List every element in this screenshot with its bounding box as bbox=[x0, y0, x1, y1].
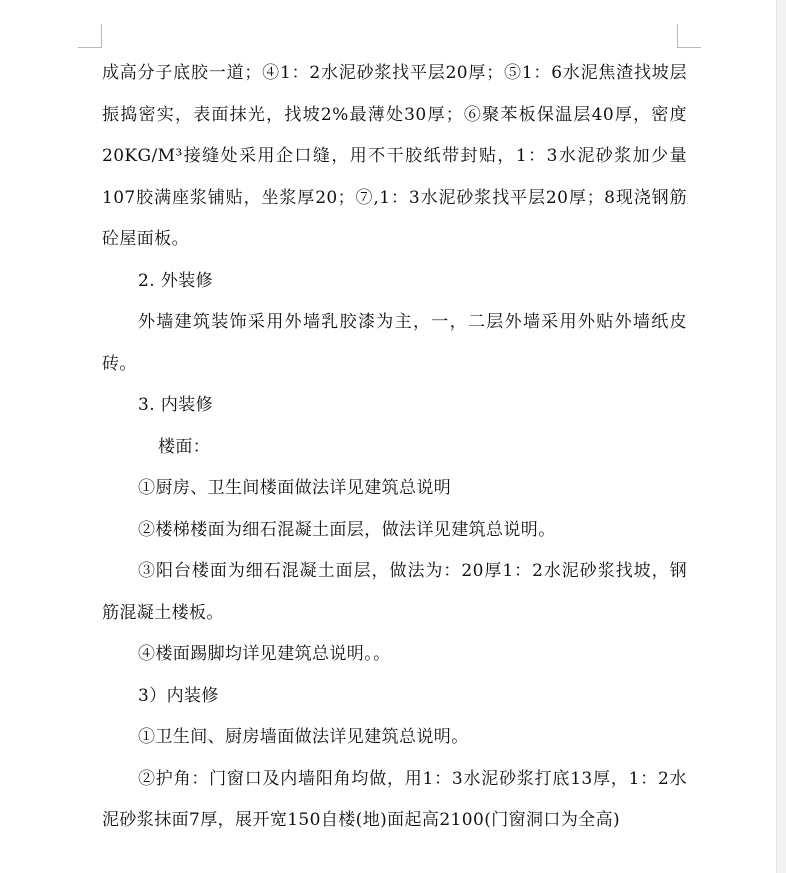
roof-construction-paragraph: 成高分子底胶一道；④1：2水泥砂浆找平层20厚；⑤1：6水泥焦渣找坡层振捣密实，表面抹光，找坡2%最薄处30厚；⑥聚苯板保温层40厚，密度20KG/M³接缝处采用企口缝，用不干胶纸带封贴，1：3水泥砂浆加少量107胶满座浆铺贴，坐浆厚20；⑦,1：3水泥砂浆找平层20厚；8现浇钢筋砼屋面板。 bbox=[102, 63, 687, 249]
top-right-margin-mark bbox=[677, 24, 701, 48]
wall-item-kitchen-bath: ①卫生间、厨房墙面做法详见建筑总说明。 bbox=[138, 727, 469, 747]
wall-item-corner-guard: ②护角：门窗口及内墙阳角均做，用1：3水泥砂浆打底13厚，1：2水泥砂浆抹面7厚，展开宽150自楼(地)面起高2100(门窗洞口为全高) bbox=[102, 768, 687, 830]
exterior-finish-heading: 2. 外装修 bbox=[138, 270, 214, 291]
vertical-scrollbar[interactable] bbox=[776, 0, 786, 873]
floor-label: 楼面： bbox=[158, 436, 211, 457]
floor-item-balcony: ③阳台楼面为细石混凝土面层，做法为：20厚1：2水泥砂浆找坡，钢筋混凝土楼板。 bbox=[102, 561, 687, 623]
document-body bbox=[102, 53, 687, 842]
top-left-margin-mark bbox=[78, 24, 102, 48]
floor-item-skirting: ④楼面踢脚均详见建筑总说明。。 bbox=[138, 644, 391, 664]
exterior-finish-paragraph: 外墙建筑装饰采用外墙乳胶漆为主，一，二层外墙采用外贴外墙纸皮砖。 bbox=[102, 312, 687, 374]
floor-item-kitchen-bath: ①厨房、卫生间楼面做法详见建筑总说明 bbox=[138, 478, 452, 498]
floor-item-stairs: ②楼梯楼面为细石混凝土面层，做法详见建筑总说明。 bbox=[138, 519, 556, 540]
interior-finish-heading: 3. 内装修 bbox=[138, 395, 214, 415]
interior-finish-heading-2: 3）内装修 bbox=[138, 685, 219, 706]
